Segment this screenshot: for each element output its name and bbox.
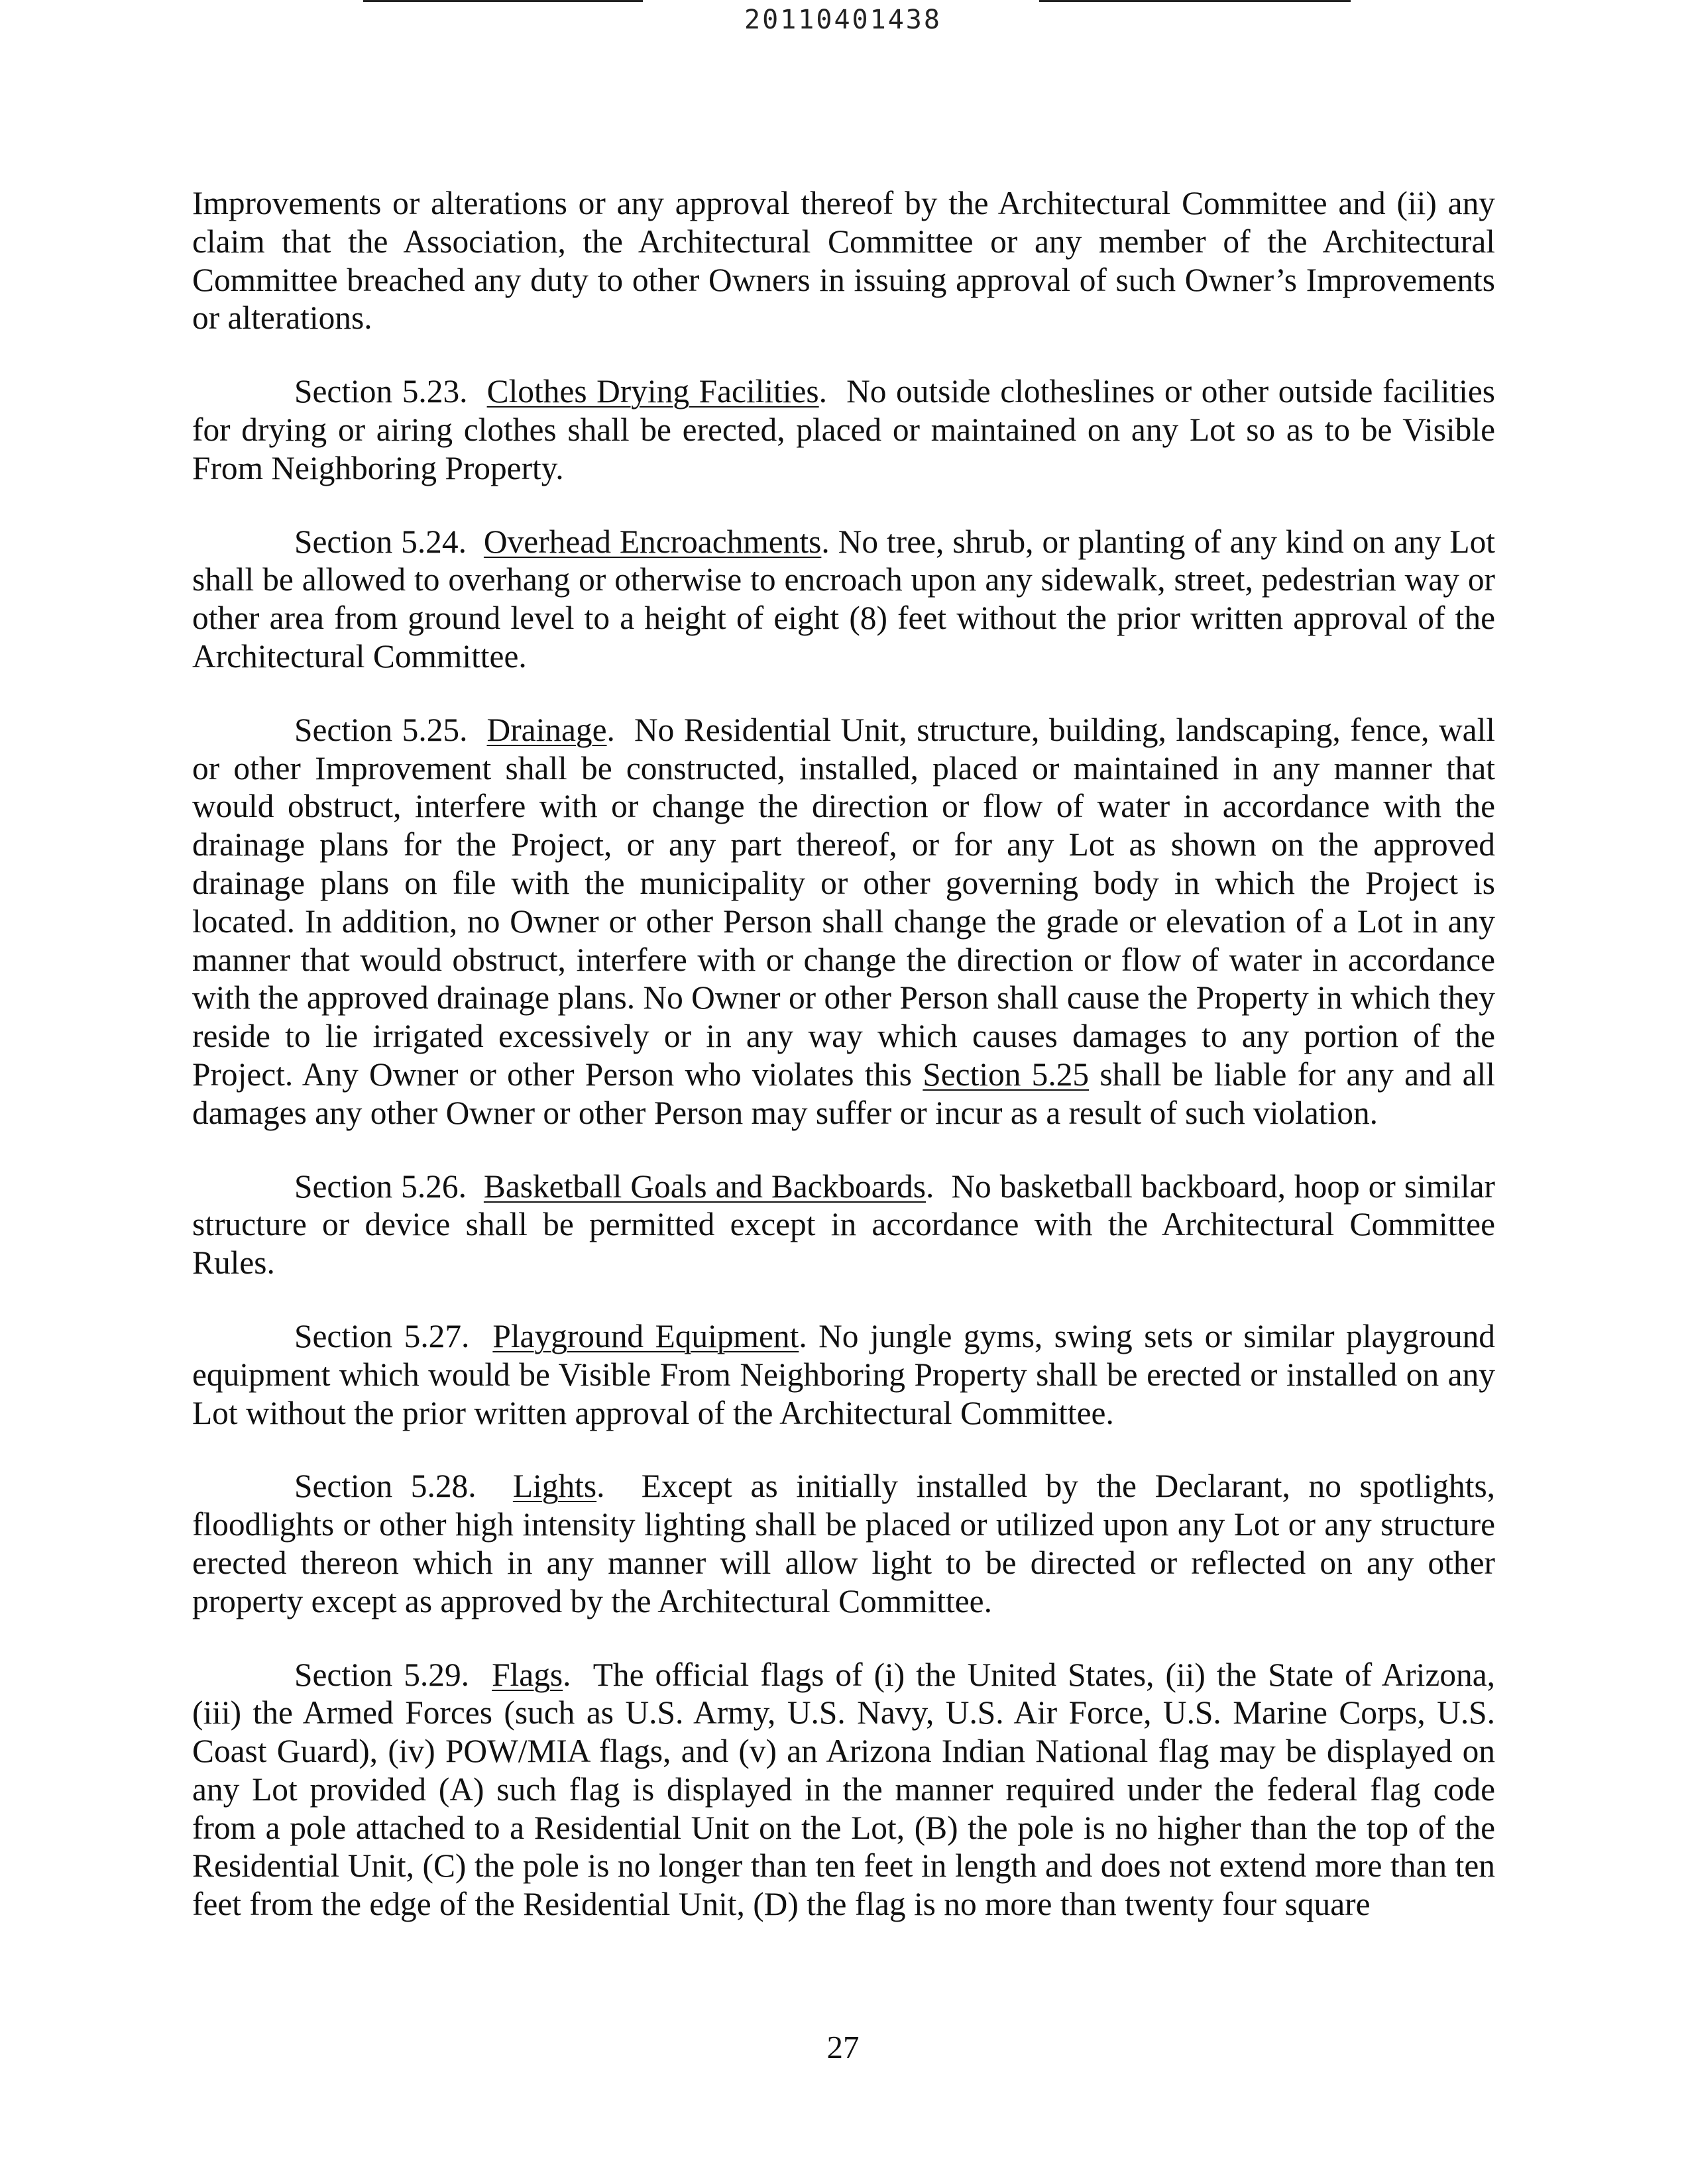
page-number: 27 <box>826 2029 860 2065</box>
section-5-27: Section 5.27. Playground Equipment. No jungle gyms, swing sets or similar playground equipment which would be Visible From Neighboring Property shall be erected or installed on any Lot without the prior written approval of the Architectural Committee. <box>192 1317 1495 1431</box>
recording-number: 20110401438 <box>744 5 942 35</box>
section-heading: Clothes Drying Facilities <box>486 373 819 410</box>
document-body <box>192 184 1495 1959</box>
section-text: No jungle gyms, swing sets or similar playground equipment which would be Visible From Neighboring Property shall be erected or installed on any Lot without the prior written approval of the Architectural Committee. <box>192 1317 1495 1431</box>
section-label: Section 5.23. <box>294 373 468 410</box>
section-text: Except as initially installed by the Declarant, no spotlights, floodlights or other high intensity lighting shall be placed or utilized upon any Lot or any structure erected thereon which in any manner will allow light to be directed or reflected on any other property except as approved by the Architectural Committee. <box>192 1468 1496 1619</box>
section-heading: Flags <box>492 1656 563 1693</box>
section-heading: Playground Equipment <box>492 1317 799 1354</box>
section-text: No outside clotheslines or other outside facilities for drying or airing clothes shall be erected, placed or maintained on any Lot so as to be Visible From Neighboring Property. <box>192 373 1496 486</box>
section-text: No basketball backboard, hoop or similar structure or device shall be permitted except in accordance with the Architectural Committee Rules. <box>192 1168 1495 1282</box>
section-label: Section 5.24. <box>294 523 467 560</box>
section-label: Section 5.28. <box>294 1468 477 1505</box>
section-heading: Lights <box>512 1468 597 1505</box>
section-label: Section 5.29. <box>294 1656 469 1693</box>
section-label: Section 5.26. <box>294 1168 467 1205</box>
section-5-29: Section 5.29. Flags. The official flags of (i) the United States, (ii) the State of Arizona, (iii) the Armed Forces (such as U.S. Army, U.S. Navy, U.S. Air Force, U.S. Marine Corps, U.S. Coast Guard), (iv) POW/MIA flags, and (v) an Arizona Indian National flag may be displayed on any Lot provided (A) such flag is displayed in the manner required under the federal flag code from a pole attached to a Residential Unit on the Lot, (B) the pole is no higher than the top of the Residential Unit, (C) the pole is no longer than ten feet in length and does not extend more than ten feet from the edge of the Residential Unit, (D) the flag is no more than twenty four square <box>192 1656 1495 1923</box>
section-heading: Drainage <box>486 711 607 748</box>
section-text-continued: shall be liable for any and all damages any other Owner or other Person may suffer or incur as a result of such violation. <box>192 1056 1495 1131</box>
paragraph-continuation <box>192 184 1495 337</box>
section-label: Section 5.27. <box>294 1317 470 1354</box>
section-5-23: Section 5.23. Clothes Drying Facilities. No outside clotheslines or other outside facilities for drying or airing clothes shall be erected, placed or maintained on any Lot so as to be Visible From Neighboring Property. <box>192 373 1496 486</box>
paragraph-text: Improvements or alterations or any approval thereof by the Architectural Committee and (ii) any claim that the Association, the Architectural Committee or any member of the Architectural Committee breached any duty to other Owners in issuing approval of such Owner’s Improvements or alterations. <box>192 185 1495 337</box>
section-text: No Residential Unit, structure, building, landscaping, fence, wall or other Improvement shall be constructed, installed, placed or maintained in any manner that would obstruct, interfere with or change the direction or flow of water in accordance with the drainage plans for the Project, or any part thereof, or for any Lot as shown on the approved drainage plans on file with the municipality or other governing body in which the Project is located. In addition, no Owner or other Person shall change the grade or elevation of a Lot in any manner that would obstruct, interfere with or change the direction or flow of water in accordance with the approved drainage plans. No Owner or other Person shall cause the Property in which they reside to lie irrigated excessively or in any way which causes damages to any portion of the Project. Any Owner or other Person who violates this <box>192 711 1496 1093</box>
section-label: Section 5.25. <box>294 711 468 748</box>
section-heading: Basketball Goals and Backboards <box>483 1168 927 1205</box>
section-5-25: Section 5.25. Drainage. No Residential Unit, structure, building, landscaping, fence, wall or other Improvement shall be constructed, installed, placed or maintained in any manner that would obstruct, interfere with or change the direction or flow of water in accordance with the drainage plans for the Project, or any part thereof, or for any Lot as shown on the approved drainage plans on file with the municipality or other governing body in which the Project is located. In addition, no Owner or other Person shall change the grade or elevation of a Lot in any manner that would obstruct, interfere with or change the direction or flow of water in accordance with the approved drainage plans. No Owner or other Person shall cause the Property in which they reside to lie irrigated excessively or in any way which causes damages to any portion of the Project. Any Owner or other Person who violates this Section 5.25 shall be liable for any and all damages any other Owner or other Person may suffer or incur as a result of such violation. <box>192 711 1496 1131</box>
section-5-26: Section 5.26. Basketball Goals and Backboards. No basketball backboard, hoop or similar structure or device shall be permitted except in accordance with the Architectural Committee Rules. <box>192 1168 1495 1282</box>
section-text: The official flags of (i) the United States, (ii) the State of Arizona, (iii) the Armed Forces (such as U.S. Army, U.S. Navy, U.S. Air Force, U.S. Marine Corps, U.S. Coast Guard), (iv) POW/MIA flags, and (v) an Arizona Indian National flag may be displayed on any Lot provided (A) such flag is displayed in the manner required under the federal flag code from a pole attached to a Residential Unit on the Lot, (B) the pole is no higher than the top of the Residential Unit, (C) the pole is no longer than ten feet in length and does not extend more than ten feet from the edge of the Residential Unit, (D) the flag is no more than twenty four square <box>192 1656 1495 1923</box>
section-heading: Overhead Encroachments <box>483 523 822 560</box>
section-text: No tree, shrub, or planting of any kind on any Lot shall be allowed to overhang or otherwise to encroach upon any sidewalk, street, pedestrian way or other area from ground level to a height of eight (8) feet without the prior written approval of the Architectural Committee. <box>192 523 1496 675</box>
section-5-24: Section 5.24. Overhead Encroachments. No tree, shrub, or planting of any kind on any Lot shall be allowed to overhang or otherwise to encroach upon any sidewalk, street, pedestrian way or other area from ground level to a height of eight (8) feet without the prior written approval of the Architectural Committee. <box>192 523 1496 675</box>
section-cross-reference: Section 5.25 <box>923 1056 1090 1093</box>
section-5-28: Section 5.28. Lights. Except as initially installed by the Declarant, no spotlights, floodlights or other high intensity lighting shall be placed or utilized upon any Lot or any structure erected thereon which in any manner will allow light to be directed or reflected on any other property except as approved by the Architectural Committee. <box>192 1468 1496 1619</box>
